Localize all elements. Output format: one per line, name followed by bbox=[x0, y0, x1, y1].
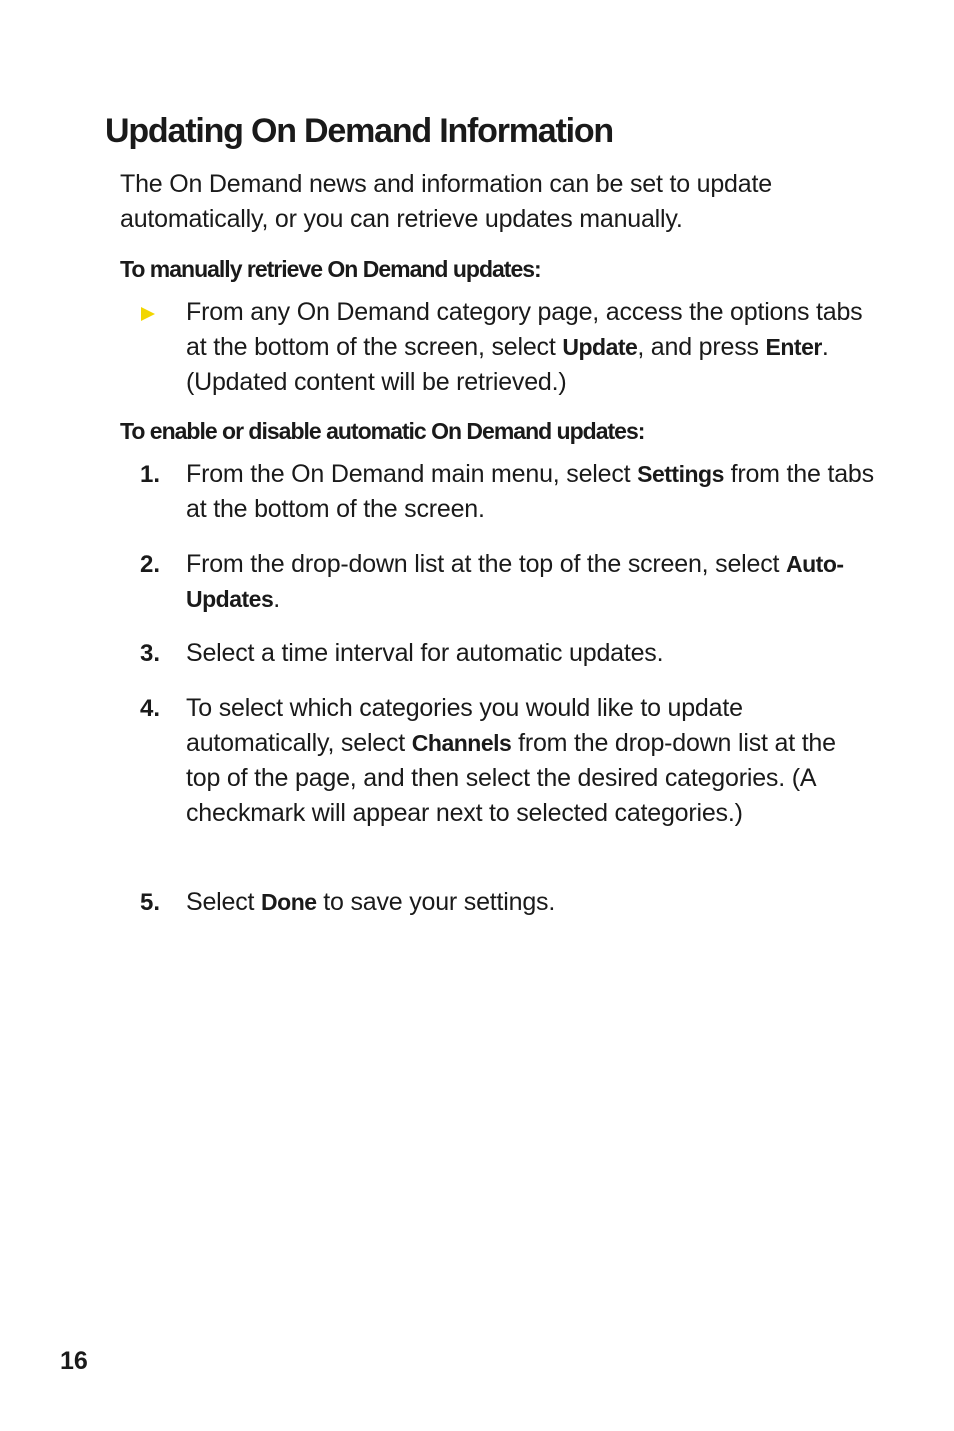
step-number: 3. bbox=[140, 640, 161, 667]
step-number: 2. bbox=[140, 551, 161, 578]
auto-updates-keyword: Auto-Updates bbox=[186, 551, 844, 612]
settings-keyword: Settings bbox=[637, 461, 724, 487]
step-number: 1. bbox=[140, 461, 161, 488]
bullet-text: From any On Demand category page, access the options tabs at the bottom of the screen, select Update, and press Enter. (Updated content will be retrieved.) bbox=[186, 298, 863, 396]
step-text: To select which categories you would like to update automatically, select Channels from the drop-down list at the top of the page, and then select the desired categories. (A checkmark will appear next to selected categories.) bbox=[186, 694, 836, 827]
done-keyword: Done bbox=[261, 889, 317, 915]
manual-update-heading: To manually retrieve On Demand updates: bbox=[120, 256, 541, 282]
page-number: 16 bbox=[60, 1347, 88, 1375]
step-text: Select a time interval for automatic updates. bbox=[186, 639, 664, 667]
update-keyword: Update bbox=[562, 334, 638, 360]
enter-keyword: Enter bbox=[765, 334, 822, 360]
intro-paragraph: The On Demand news and information can be set to update automatically, or you can retrieve updates manually. bbox=[120, 170, 772, 233]
auto-update-heading: To enable or disable automatic On Demand updates: bbox=[120, 418, 645, 444]
step-text: From the drop-down list at the top of the screen, select Auto-Updates. bbox=[186, 550, 844, 613]
page-title: Updating On Demand Information bbox=[105, 112, 613, 150]
channels-keyword: Channels bbox=[411, 730, 512, 756]
step-number: 4. bbox=[140, 695, 161, 722]
step-number: 5. bbox=[140, 889, 161, 916]
step-text: From the On Demand main menu, select Settings from the tabs at the bottom of the screen. bbox=[186, 460, 874, 523]
triangle-bullet-icon bbox=[141, 307, 155, 321]
step-text: Select Done to save your settings. bbox=[186, 888, 556, 916]
